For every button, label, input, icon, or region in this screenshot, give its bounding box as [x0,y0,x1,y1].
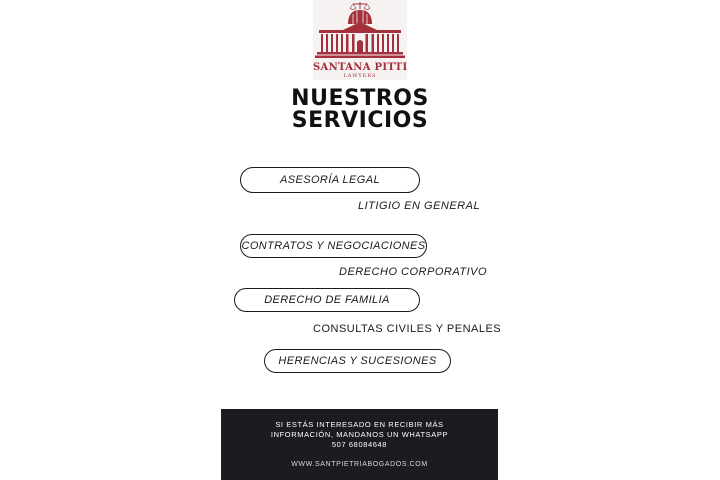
service-consultas-civiles: CONSULTAS CIVILES Y PENALES [313,323,502,335]
service-derecho-corporativo: DERECHO CORPORATIVO [339,266,488,278]
courthouse-scales-icon [313,0,407,62]
service-pill-contratos: CONTRATOS Y NEGOCIACIONES [240,234,427,258]
footer-phone[interactable]: 507 68084648 [331,440,388,449]
contact-footer [221,409,498,480]
service-litigio-general: LITIGIO EN GENERAL [358,200,481,212]
logo-subtitle: LAWYERS [343,73,377,79]
company-logo [313,0,407,80]
page-title-line2: SERVICIOS [291,108,429,133]
service-pill-asesoria-legal: ASESORÍA LEGAL [240,167,420,193]
logo-company-name: SANTANA PITTI [313,62,408,73]
footer-website-link[interactable]: WWW.SANTPIETRIABOGADOS.COM [291,461,428,468]
service-pill-herencias: HERENCIAS Y SUCESIONES [264,349,451,373]
footer-text-line2: INFORMACIÓN, MANDANOS UN WHATSAPP [270,430,449,439]
service-pill-derecho-familia: DERECHO DE FAMILIA [234,288,420,312]
footer-text-line1: SI ESTÁS INTERESADO EN RECIBIR MÁS [275,420,444,429]
page-title-line1: NUESTROS [291,86,429,111]
